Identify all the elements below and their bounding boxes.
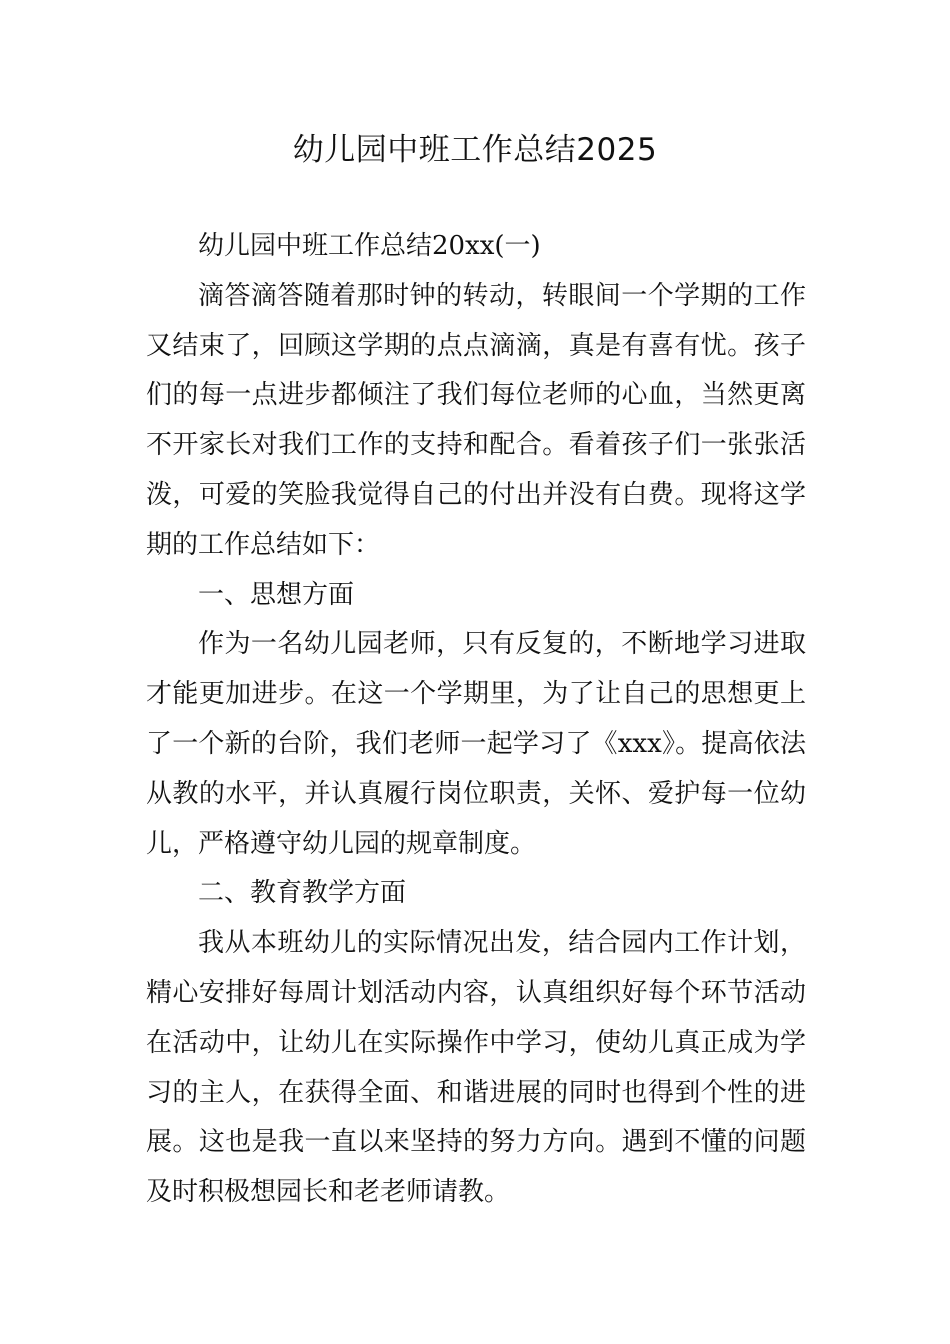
document-title: 幼儿园中班工作总结2025: [292, 132, 658, 168]
document-body: [146, 222, 806, 1218]
section-heading-teaching: 二、教育教学方面: [198, 878, 407, 909]
ideology-paragraph: 作为一名幼儿园老师，只有反复的，不断地学习进取才能更加进步。在这一个学期里，为了让自己的思想更上了一个新的台阶，我们老师一起学习了《xxx》。提高依法从教的水平，并认真履行岗位职责，关怀、爱护每一位幼儿，严格遵守幼儿园的规章制度。: [146, 629, 806, 859]
intro-paragraph: 滴答滴答随着那时钟的转动，转眼间一个学期的工作又结束了，回顾这学期的点点滴滴，真是有喜有忧。孩子们的每一点进步都倾注了我们每位老师的心血，当然更离不开家长对我们工作的支持和配合。看着孩子们一张张活泼，可爱的笑脸我觉得自己的付出并没有白费。现将这学期的工作总结如下：: [146, 280, 806, 560]
teaching-paragraph: 我从本班幼儿的实际情况出发，结合园内工作计划，精心安排好每周计划活动内容，认真组织好每个环节活动在活动中，让幼儿在实际操作中学习，使幼儿真正成为学习的主人，在获得全面、和谐进展的同时也得到个性的进展。这也是我一直以来坚持的努力方向。遇到不懂的问题及时积极想园长和老老师请教。: [146, 928, 806, 1208]
section-subtitle: 幼儿园中班工作总结20xx(一): [198, 231, 541, 261]
section-heading-ideology: 一、思想方面: [198, 579, 355, 610]
